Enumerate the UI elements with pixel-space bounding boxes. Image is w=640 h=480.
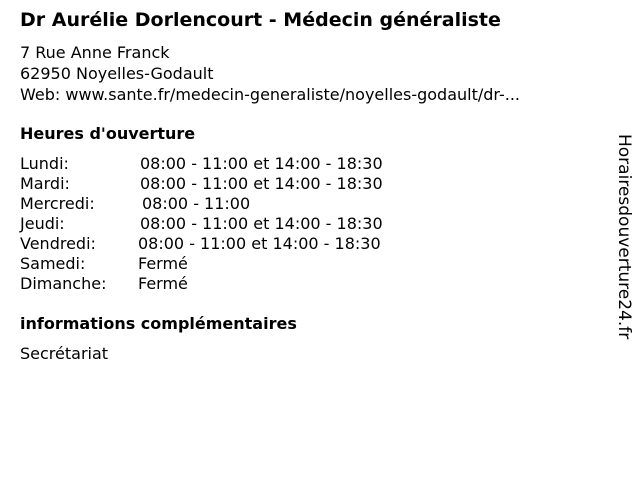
day-times: 08:00 - 11:00 <box>142 194 251 213</box>
day-times: Fermé <box>138 274 188 293</box>
page-title: Dr Aurélie Dorlencourt - Médecin généraliste <box>20 9 501 31</box>
hours-heading: Heures d'ouverture <box>20 124 196 143</box>
day-label: Vendredi: <box>20 234 96 253</box>
day-times: 08:00 - 11:00 et 14:00 - 18:30 <box>140 174 383 193</box>
address-city: 62950 Noyelles-Godault <box>20 64 214 83</box>
address-web: Web: www.sante.fr/medecin-generaliste/noyelles-godault/dr-... <box>20 85 520 104</box>
day-times: Fermé <box>138 254 188 273</box>
day-label: Dimanche: <box>20 274 107 293</box>
address-street: 7 Rue Anne Franck <box>20 43 170 62</box>
day-times: 08:00 - 11:00 et 14:00 - 18:30 <box>140 214 383 233</box>
day-label: Jeudi: <box>20 214 65 233</box>
day-times: 08:00 - 11:00 et 14:00 - 18:30 <box>138 234 381 253</box>
day-label: Samedi: <box>20 254 86 273</box>
day-label: Mardi: <box>20 174 70 193</box>
site-brand-watermark: Horairesdouverture24.fr <box>614 134 634 340</box>
info-text: Secrétariat <box>20 344 109 363</box>
day-label: Lundi: <box>20 154 69 173</box>
day-times: 08:00 - 11:00 et 14:00 - 18:30 <box>140 154 383 173</box>
day-label: Mercredi: <box>20 194 95 213</box>
info-heading: informations complémentaires <box>20 314 297 333</box>
